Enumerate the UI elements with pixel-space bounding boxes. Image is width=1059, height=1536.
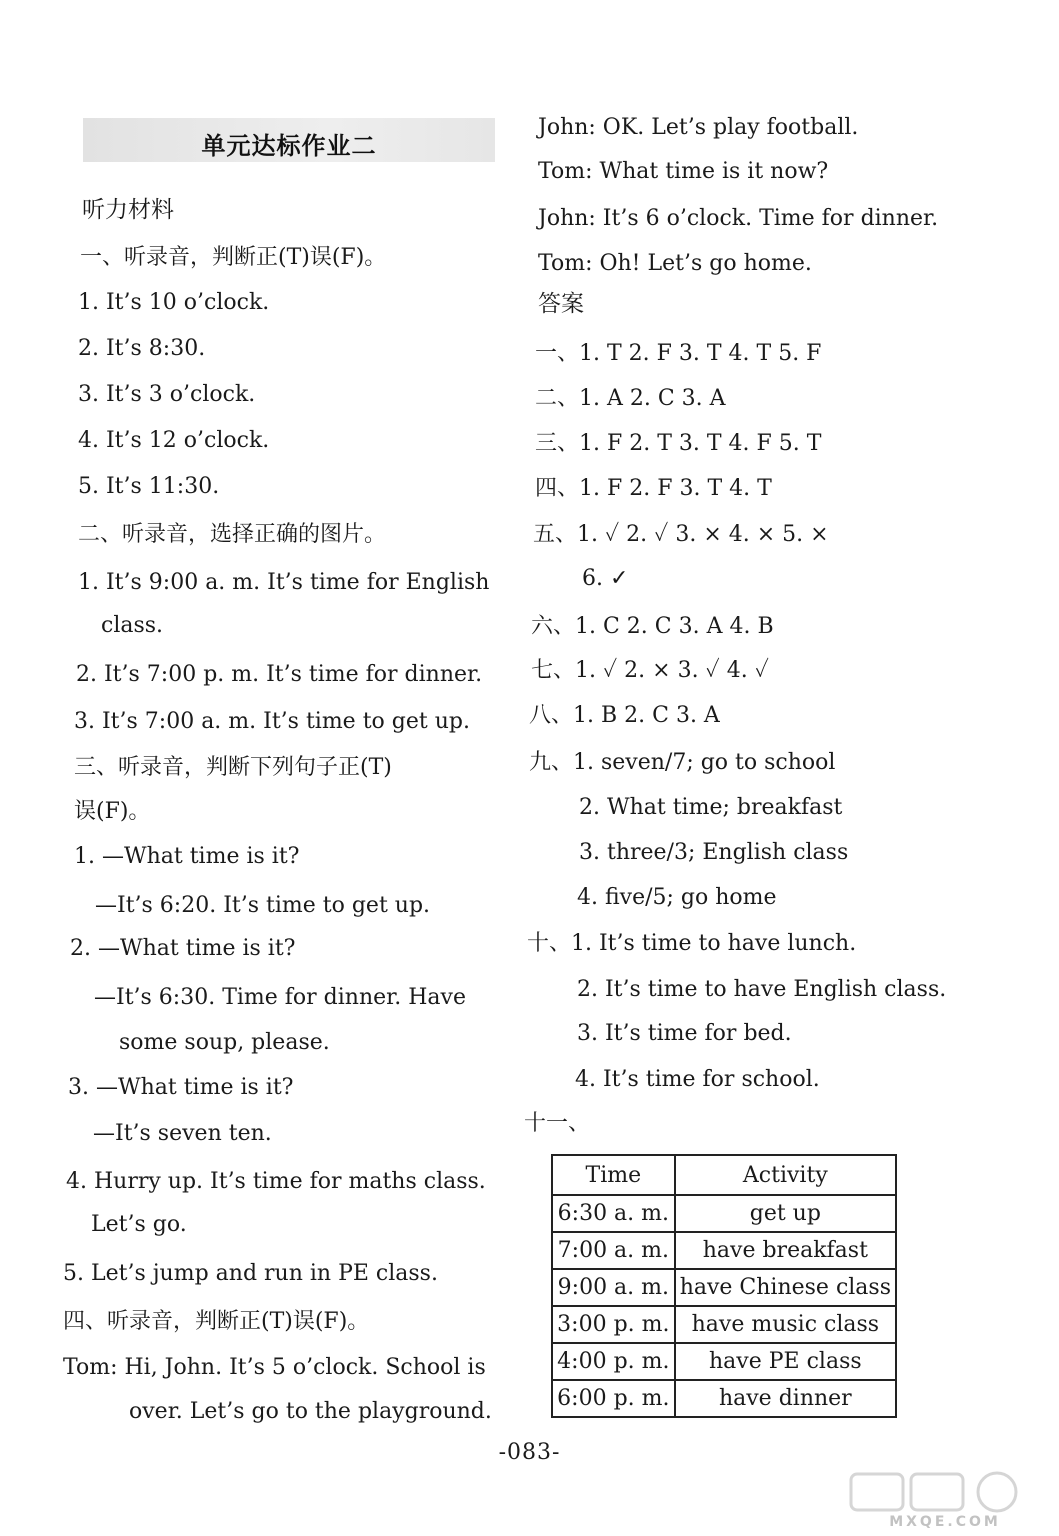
watermark-logo [845, 1470, 1045, 1530]
activity-cell: have music class [675, 1306, 896, 1343]
text-line: Tom: Hi, John. It’s 5 o’clock. School is [63, 1355, 486, 1380]
answer-line: 七、1. ✓ 2. × 3. ✓ 4. ✓ [531, 658, 769, 683]
section-4-title: 四、听录音，判断正(T)误(F)。 [63, 1309, 370, 1334]
answer-line: 三、1. F 2. T 3. T 4. F 5. T [535, 431, 822, 456]
text-line: 5. It’s 11:30. [78, 474, 220, 499]
text-line: 4. Hurry up. It’s time for maths class. [66, 1169, 486, 1194]
page-title: 单元达标作业二 [201, 132, 377, 160]
answer-line: 4. It’s time for school. [575, 1067, 820, 1092]
svg-text:MXQE.COM: MXQE.COM [889, 1514, 1001, 1530]
schedule-table [551, 1154, 897, 1418]
answer-line: 二、1. A 2. C 3. A [535, 386, 726, 411]
table-row [552, 1306, 896, 1343]
text-line: —It’s 6:20. It’s time to get up. [95, 893, 431, 918]
activity-cell: have Chinese class [675, 1269, 896, 1306]
text-line: 1. It’s 9:00 a. m. It’s time for English [78, 570, 490, 595]
column-header-activity: Activity [675, 1155, 896, 1195]
answer-line: 2. It’s time to have English class. [577, 977, 947, 1002]
title-banner [83, 118, 495, 162]
activity-cell: have PE class [675, 1343, 896, 1380]
answers-heading: 答案 [538, 291, 584, 317]
answer-line: 五、1. ✓ 2. ✓ 3. × 4. × 5. × [533, 522, 829, 547]
section-1-title: 一、听录音，判断正(T)误(F)。 [80, 245, 387, 270]
activity-cell: have dinner [675, 1380, 896, 1417]
text-line: —It’s seven ten. [93, 1121, 272, 1146]
time-cell: 7:00 a. m. [552, 1232, 675, 1269]
table-row [552, 1232, 896, 1269]
text-line: Let’s go. [91, 1212, 187, 1237]
answer-line: 四、1. F 2. F 3. T 4. T [535, 476, 772, 501]
text-line: 4. It’s 12 o’clock. [78, 428, 270, 453]
answer-line: 九、1. seven/7; go to school [529, 750, 836, 775]
text-line: 1. —What time is it? [74, 844, 300, 869]
answer-line: 八、1. B 2. C 3. A [529, 703, 720, 728]
answer-line: 6. ✓ [582, 566, 629, 591]
answer-line: 2. What time; breakfast [579, 795, 843, 820]
text-line: 3. —What time is it? [68, 1075, 294, 1100]
text-line: class. [101, 613, 164, 638]
activity-cell: get up [675, 1195, 896, 1232]
text-line: 5. Let’s jump and run in PE class. [63, 1261, 438, 1286]
table-row [552, 1343, 896, 1380]
answer-line: 3. three/3; English class [579, 840, 849, 865]
answer-line: 4. five/5; go home [577, 885, 777, 910]
time-cell: 9:00 a. m. [552, 1269, 675, 1306]
answer-line: 3. It’s time for bed. [577, 1021, 792, 1046]
activity-cell: have breakfast [675, 1232, 896, 1269]
text-line: 1. It’s 10 o’clock. [78, 290, 270, 315]
table-row [552, 1195, 896, 1232]
page-number: -083- [498, 1440, 561, 1465]
text-line: —It’s 6:30. Time for dinner. Have [94, 985, 466, 1010]
section-3-title: 三、听录音，判断下列句子正(T) [74, 755, 392, 780]
column-header-time: Time [552, 1155, 675, 1195]
answer-line: 十、1. It’s time to have lunch. [527, 931, 857, 956]
listening-material-heading: 听力材料 [82, 197, 174, 223]
time-cell: 4:00 p. m. [552, 1343, 675, 1380]
section-2-title: 二、听录音，选择正确的图片。 [78, 522, 387, 547]
table-row [552, 1380, 896, 1417]
section-3-title-cont: 误(F)。 [74, 799, 151, 824]
answer-line: 一、1. T 2. F 3. T 4. T 5. F [535, 341, 822, 366]
time-cell: 6:30 a. m. [552, 1195, 675, 1232]
dialogue-line: John: OK. Let’s play football. [538, 115, 859, 140]
time-cell: 6:00 p. m. [552, 1380, 675, 1417]
text-line: 3. It’s 3 o’clock. [78, 382, 256, 407]
answer-line: 十一、 [524, 1111, 591, 1136]
dialogue-line: Tom: Oh! Let’s go home. [538, 251, 812, 276]
answer-line: 六、1. C 2. C 3. A 4. B [531, 614, 774, 639]
dialogue-line: Tom: What time is it now? [538, 159, 829, 184]
table-row [552, 1269, 896, 1306]
text-line: some soup, please. [119, 1030, 330, 1055]
text-line: 2. It’s 7:00 p. m. It’s time for dinner. [76, 662, 483, 687]
text-line: 3. It’s 7:00 a. m. It’s time to get up. [74, 709, 470, 734]
time-cell: 3:00 p. m. [552, 1306, 675, 1343]
text-line: 2. It’s 8:30. [78, 336, 206, 361]
text-line: 2. —What time is it? [70, 936, 296, 961]
text-line: over. Let’s go to the playground. [129, 1399, 492, 1424]
dialogue-line: John: It’s 6 o’clock. Time for dinner. [538, 206, 939, 231]
table-header-row [552, 1155, 896, 1195]
